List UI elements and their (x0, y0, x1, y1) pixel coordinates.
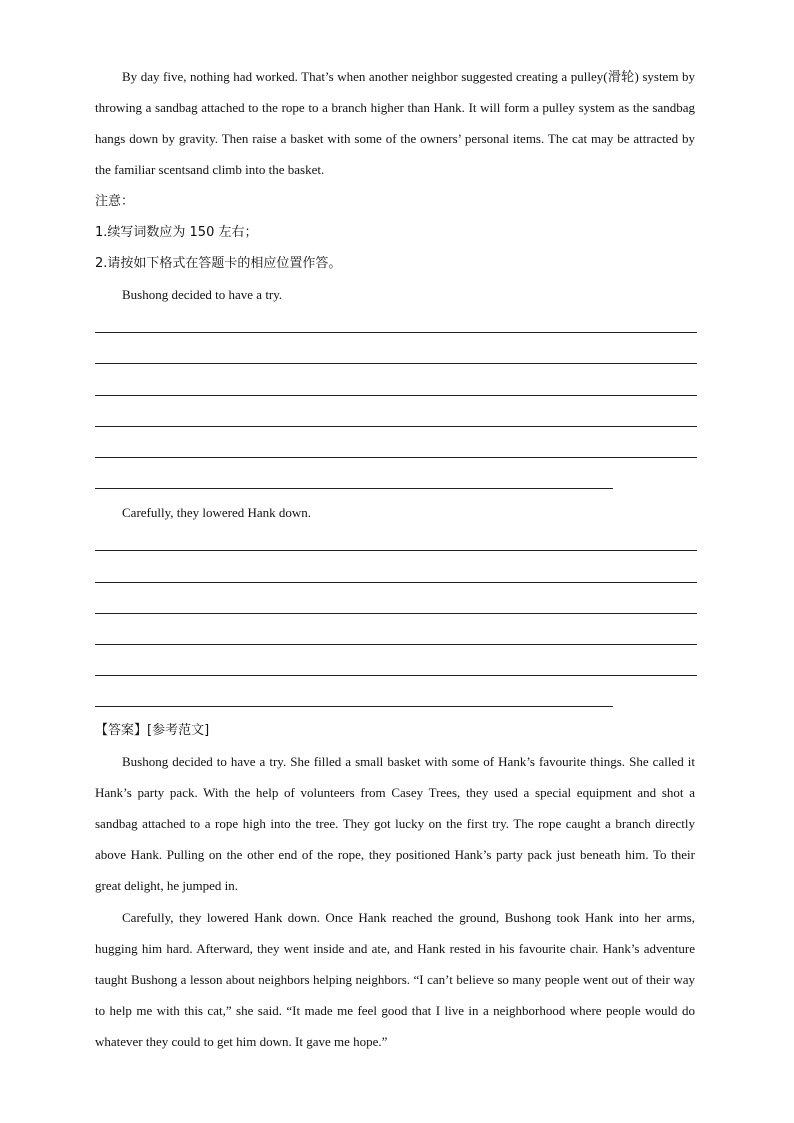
notes-item-2: 2.请按如下格式在答题卡的相应位置作答。 (95, 256, 342, 271)
answer-line (95, 332, 697, 333)
answer-heading: 【答案】[参考范文] (95, 723, 210, 738)
answer-line (95, 613, 697, 614)
answer-paragraph-1: Bushong decided to have a try. She filled a small basket with some of Hank’s favourite things. She called it Hank’s party pack. With the help of volunteers from Casey Trees, they used a special equipment and shot a sandbag attached to a rope high into the tree. They got lucky on the first try. The rope caught a branch directly above Hank. Pulling on the other end of the rope, they positioned Hank’s party pack just beneath him. To their great delight, he jumped in. (95, 754, 695, 893)
answer-paragraph-2: Carefully, they lowered Hank down. Once Hank reached the ground, Bushong took Hank into her arms, hugging him hard. Afterward, they went inside and ate, and Hank rested in his favourite chair. Hank’s adventure taught Bushong a lesson about neighbors helping neighbors. “I can’t believe so many people went out of their way to help me with this cat,” she said. “It made me feel good that I live in a neighborhood where people would do whatever they could to get him down. It gave me hope.” (95, 910, 695, 1049)
notes-item-1: 1.续写词数应为 150 左右； (95, 225, 258, 240)
answer-line (95, 395, 697, 396)
answer-line (95, 706, 613, 707)
prompt-2: Carefully, they lowered Hank down. (122, 505, 312, 520)
answer-line (95, 582, 697, 583)
notes-heading: 注意： (95, 194, 135, 209)
answer-line (95, 488, 613, 489)
answer-line (95, 363, 697, 364)
answer-line (95, 675, 697, 676)
answer-line (95, 426, 697, 427)
prompt-1: Bushong decided to have a try. (122, 287, 283, 302)
answer-line (95, 457, 697, 458)
intro-paragraph: By day five, nothing had worked. That’s when another neighbor suggested creating a pulley(滑轮) system by throwing a sandbag attached to the rope to a branch higher than Hank. It will form a pulley system as the sandbag hangs down by gravity. Then raise a basket with some of the owners’ personal items. The cat may be attracted by the familiar scentsand climb into the basket. (95, 69, 695, 177)
answer-line (95, 644, 697, 645)
answer-line (95, 550, 697, 551)
